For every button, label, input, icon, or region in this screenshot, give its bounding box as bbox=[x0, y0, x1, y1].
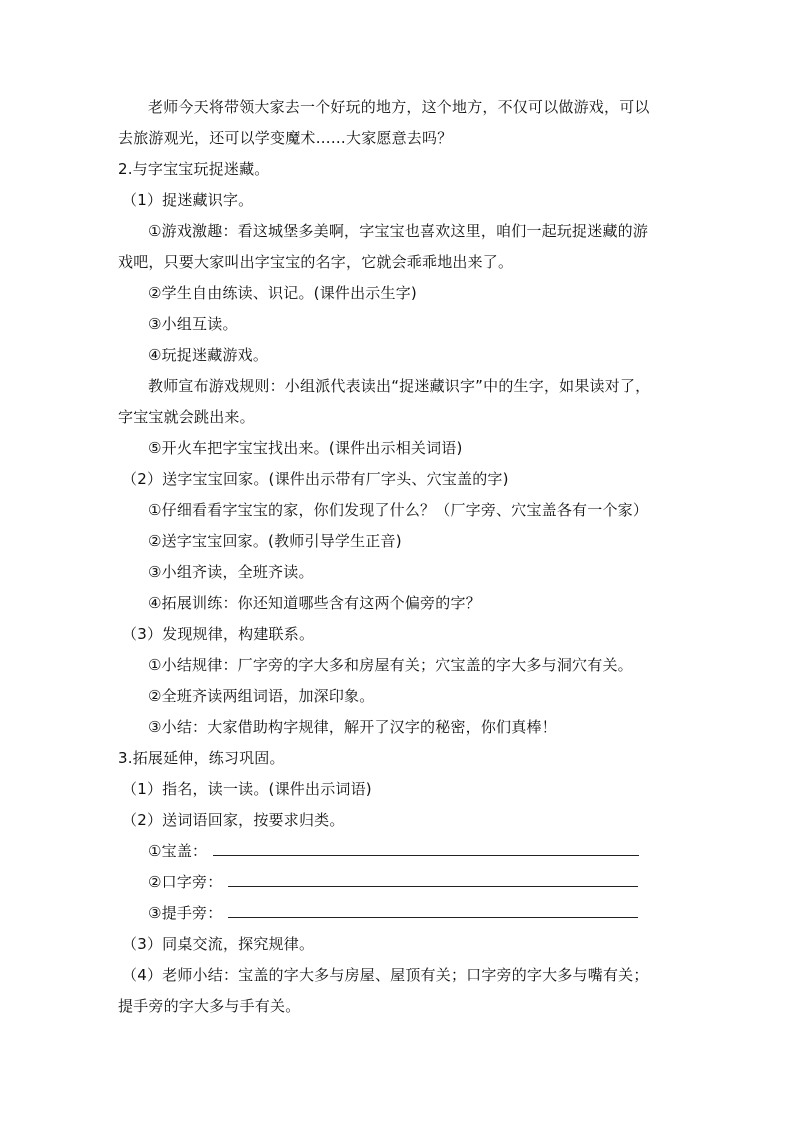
fill-blank-row bbox=[118, 836, 678, 867]
text-line: 提手旁的字大多与手有关。 bbox=[118, 997, 301, 1015]
text-line: ③小组互读。 bbox=[148, 315, 238, 333]
text-line: 去旅游观光，还可以学变魔术……大家愿意去吗？ bbox=[118, 129, 453, 147]
text-line: 字宝宝就会跳出来。 bbox=[118, 408, 255, 426]
text-line: 教师宣布游戏规则：小组派代表读出“捉迷藏识字”中的生字，如果读对了， bbox=[148, 377, 651, 395]
fill-blank-underline bbox=[213, 854, 639, 856]
subsection-heading: （3）发现规律，构建联系。 bbox=[122, 625, 315, 643]
text-line: ③小结：大家借助构字规律，解开了汉字的秘密，你们真棒！ bbox=[148, 718, 557, 736]
fill-blank-label: ②口字旁： bbox=[148, 873, 223, 891]
fill-blank-row bbox=[118, 898, 678, 929]
text-line: ②学生自由练读、识记。(课件出示生字) bbox=[148, 284, 417, 302]
text-line: ①仔细看看字宝宝的家，你们发现了什么？（厂字旁、穴宝盖各有一个家） bbox=[148, 501, 649, 519]
subsection-heading: （1）捉迷藏识字。 bbox=[122, 191, 254, 209]
text-line: ④玩捉迷藏游戏。 bbox=[148, 346, 269, 364]
subsection-heading: （2）送词语回家，按要求归类。 bbox=[122, 811, 345, 829]
text-line: ①游戏激趣：看这城堡多美啊，字宝宝也喜欢这里，咱们一起玩捉迷藏的游 bbox=[148, 222, 649, 240]
text-line: ②全班齐读两组词语，加深印象。 bbox=[148, 687, 375, 705]
text-line: ②送字宝宝回家。(教师引导学生正音) bbox=[148, 532, 402, 550]
text-line: ⑤开火车把字宝宝找出来。(课件出示相关词语) bbox=[148, 439, 463, 457]
subsection-heading: （3）同桌交流，探究规律。 bbox=[122, 935, 315, 953]
text-line: ④拓展训练：你还知道哪些含有这两个偏旁的字？ bbox=[148, 594, 481, 612]
text-line: （4）老师小结：宝盖的字大多与房屋、屋顶有关；口字旁的字大多与嘴有关； bbox=[122, 966, 649, 984]
subsection-heading: （1）指名，读一读。(课件出示词语) bbox=[122, 780, 372, 798]
text-line: 戏吧，只要大家叫出字宝宝的名字，它就会乖乖地出来了。 bbox=[118, 253, 514, 271]
fill-blank-underline bbox=[228, 916, 638, 918]
subsection-heading: （2）送字宝宝回家。(课件出示带有厂字头、穴宝盖的字) bbox=[122, 470, 509, 488]
fill-blank-label: ③提手旁： bbox=[148, 904, 223, 922]
text-line: ③小组齐读，全班齐读。 bbox=[148, 563, 314, 581]
text-line: 老师今天将带领大家去一个好玩的地方，这个地方，不仅可以做游戏，可以 bbox=[148, 98, 650, 116]
fill-blank-underline bbox=[228, 885, 638, 887]
document-page bbox=[118, 92, 678, 1022]
section-heading: 3.拓展延伸，练习巩固。 bbox=[118, 749, 285, 767]
text-line: ①小结规律：厂字旁的字大多和房屋有关；穴宝盖的字大多与洞穴有关。 bbox=[148, 656, 633, 674]
fill-blank-row bbox=[118, 867, 678, 898]
section-heading: 2.与字宝宝玩捉迷藏。 bbox=[118, 160, 270, 178]
fill-blank-label: ①宝盖： bbox=[148, 842, 208, 860]
